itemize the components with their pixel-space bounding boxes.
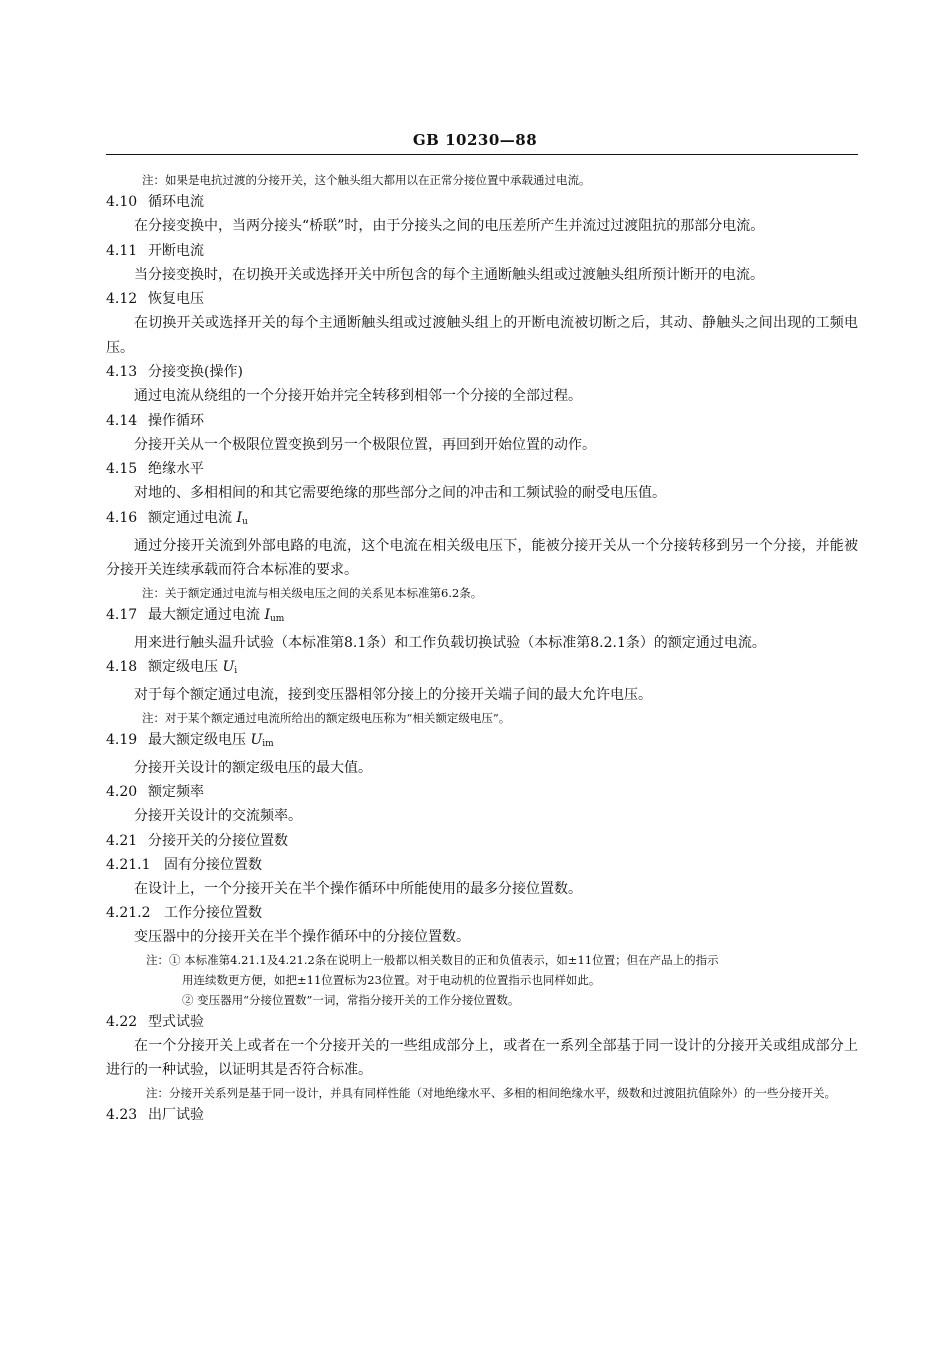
section-number: 4.21.2 [106,905,151,921]
section-title: 恢复电压 [148,291,204,307]
page-header: GB 10230—88 [412,131,538,149]
note: 注：如果是电抗过渡的分接开关，这个触头组大都用以在正常分接位置中承载通过电流。 [142,173,591,187]
paragraph: 当分接变换时，在切换开关或选择开关中所包含的每个主通断触头组或过渡触头组所预计断开的电流。 [134,266,764,283]
note: ② 变压器用“分接位置数”一词，常指分接开关的工作分接位置数。 [182,992,520,1007]
section-heading-4-18 [106,655,858,683]
paragraph: 分接开关从一个极限位置变换到另一个极限位置，再回到开始位置的动作。 [134,436,596,453]
note-continuation: 用连续数更方便，如把±11位置标为23位置。对于电动机的位置指示也同样如此。 [182,972,601,987]
section-number: 4.22 [106,1013,138,1030]
symbol-subscript: um [269,613,285,624]
section-number: 4.11 [106,242,138,259]
section-heading-4-17 [106,603,858,631]
symbol: U [250,731,263,748]
paragraph: 在一个分接开关上或者在一个分接开关的一些组成部分上，或者在一系列全部基于同一设计的分接开关或组成部分上进行的一种试验，以证明其是否符合标准。 [106,1037,858,1078]
note: 注：对于某个额定通过电流所给出的额定级电压称为“相关额定级电压”。 [142,710,511,725]
section-number: 4.19 [106,731,138,748]
section-number: 4.20 [106,784,138,800]
note: 注：① 本标准第4.21.1及4.21.2条在说明上一般都以相关数目的正和负值表示，如±11位置；但在产品上的指示 [146,952,719,967]
document-body [106,170,858,1127]
section-title: 型式试验 [148,1013,204,1030]
section-heading-4-10 [106,190,858,214]
paragraph: 变压器中的分接开关在半个操作循环中的分接位置数。 [134,929,470,945]
section-title: 出厂试验 [148,1106,204,1123]
symbol-subscript: i [234,666,238,676]
paragraph: 分接开关设计的额定级电压的最大值。 [134,759,372,776]
section-number: 4.13 [106,364,138,380]
section-heading-4-22 [106,1010,858,1034]
section-heading-4-23 [106,1103,858,1127]
paragraph: 在切换开关或选择开关的每个主通断触头组或过渡触头组上的开断电流被切断之后，其动、静触头之间出现的工频电压。 [106,315,858,356]
section-title: 工作分接位置数 [164,905,262,921]
section-number: 4.10 [106,194,138,210]
section-number: 4.14 [106,412,138,429]
paragraph: 在设计上，一个分接开关在半个操作循环中所能使用的最多分接位置数。 [134,880,582,897]
section-heading-4-14 [106,409,858,433]
section-number: 4.21.1 [106,856,151,873]
header-rule [106,154,858,155]
section-title: 分接变换(操作) [148,364,243,380]
paragraph: 在分接变换中，当两分接头“桥联”时，由于分接头之间的电压差所产生并流过过渡阻抗的那部分电流。 [134,218,765,234]
paragraph: 对地的、多相相间的和其它需要绝缘的那些部分之间的冲击和工频试验的耐受电压值。 [134,485,666,501]
symbol: I [264,606,270,623]
section-heading-4-15 [106,457,858,481]
paragraph: 用来进行触头温升试验（本标准第8.1条）和工作负载切换试验（本标准第8.2.1条）的额定通过电流。 [134,634,766,651]
symbol-subscript: im [262,738,274,749]
section-title: 固有分接位置数 [164,856,262,873]
note: 注：分接开关系列是基于同一设计，并具有同样性能（对地绝缘水平、多相的相间绝缘水平，级数和过渡阻抗值除外）的一些分接开关。 [146,1085,836,1100]
section-heading-4-20 [106,780,858,804]
note: 注：关于额定通过电流与相关级电压之间的关系见本标准第6.2条。 [142,585,483,600]
paragraph: 通过分接开关流到外部电路的电流，这个电流在相关级电压下，能被分接开关从一个分接转移到另一个分接，并能被分接开关连续承载而符合本标准的要求。 [106,537,858,578]
section-heading-4-12 [106,287,858,311]
section-number: 4.17 [106,606,138,623]
section-heading-4-13 [106,360,858,384]
section-title: 绝缘水平 [148,461,204,477]
section-number: 4.18 [106,659,138,675]
paragraph: 对于每个额定通过电流，接到变压器相邻分接上的分接开关端子间的最大允许电压。 [134,687,652,703]
section-heading-4-21-1 [106,853,858,877]
symbol: I [236,509,242,526]
section-heading-4-19 [106,728,858,756]
section-title: 最大额定通过电流 [148,606,260,623]
section-title: 额定频率 [148,784,204,800]
section-number: 4.23 [106,1106,138,1123]
symbol: U [222,659,235,675]
section-title: 分接开关的分接位置数 [148,832,288,849]
symbol-subscript: u [241,516,248,527]
section-heading-4-21-2 [106,901,858,925]
section-heading-4-16 [106,506,858,534]
section-heading-4-11 [106,239,858,263]
section-heading-4-21 [106,829,858,853]
section-title: 操作循环 [148,412,204,429]
section-title: 额定级电压 [148,659,218,675]
section-number: 4.15 [106,461,138,477]
section-number: 4.21 [106,832,138,849]
section-number: 4.12 [106,291,138,307]
section-title: 额定通过电流 [148,509,232,526]
section-title: 开断电流 [148,242,204,259]
section-title: 循环电流 [148,194,204,210]
paragraph: 通过电流从绕组的一个分接开始并完全转移到相邻一个分接的全部过程。 [134,388,582,404]
section-title: 最大额定级电压 [148,731,246,748]
section-number: 4.16 [106,509,138,526]
paragraph: 分接开关设计的交流频率。 [134,808,302,824]
